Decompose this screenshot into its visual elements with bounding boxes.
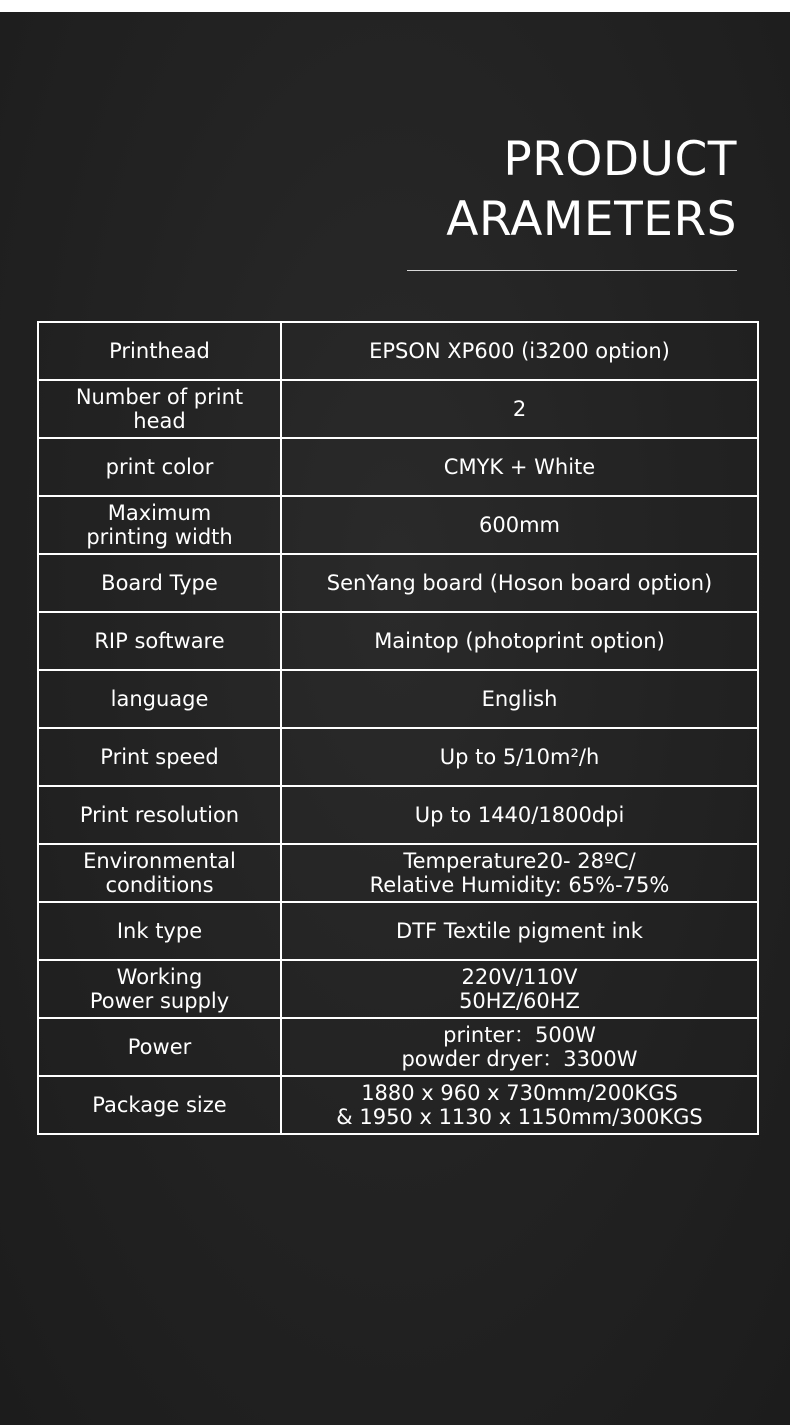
row-value: printer：500W powder dryer：3300W	[281, 1018, 758, 1076]
page-title	[446, 130, 737, 250]
table-row	[38, 1076, 758, 1134]
table-row	[38, 1018, 758, 1076]
table-row	[38, 438, 758, 496]
table-row	[38, 322, 758, 380]
row-label: Board Type	[38, 554, 281, 612]
spec-sheet-panel	[0, 12, 790, 1425]
row-label: Maximum printing width	[38, 496, 281, 554]
row-label: Power	[38, 1018, 281, 1076]
row-label: Environmental conditions	[38, 844, 281, 902]
table-row	[38, 844, 758, 902]
row-label: Number of print head	[38, 380, 281, 438]
row-value: Up to 5/10m²/h	[281, 728, 758, 786]
table-row	[38, 902, 758, 960]
row-value: 600mm	[281, 496, 758, 554]
row-value: Up to 1440/1800dpi	[281, 786, 758, 844]
row-value: 220V/110V 50HZ/60HZ	[281, 960, 758, 1018]
row-value: Maintop (photoprint option)	[281, 612, 758, 670]
table-row	[38, 960, 758, 1018]
page-title-line-1: PRODUCT	[503, 132, 737, 187]
row-label: Print speed	[38, 728, 281, 786]
title-divider	[407, 270, 737, 271]
table-row	[38, 496, 758, 554]
row-label: RIP software	[38, 612, 281, 670]
row-value: 1880 x 960 x 730mm/200KGS & 1950 x 1130 x 1150mm/300KGS	[281, 1076, 758, 1134]
row-value: 2	[281, 380, 758, 438]
spec-table	[37, 321, 759, 1135]
table-row	[38, 612, 758, 670]
table-row	[38, 554, 758, 612]
table-row	[38, 786, 758, 844]
row-label: Package size	[38, 1076, 281, 1134]
row-label: language	[38, 670, 281, 728]
table-row	[38, 380, 758, 438]
row-label: Working Power supply	[38, 960, 281, 1018]
row-value: DTF Textile pigment ink	[281, 902, 758, 960]
row-label: Print resolution	[38, 786, 281, 844]
row-value: EPSON XP600 (i3200 option)	[281, 322, 758, 380]
row-label: Ink type	[38, 902, 281, 960]
row-label: print color	[38, 438, 281, 496]
row-value: SenYang board (Hoson board option)	[281, 554, 758, 612]
page-title-line-2: ARAMETERS	[446, 192, 737, 247]
row-value: Temperature20- 28ºC/ Relative Humidity: 65%-75%	[281, 844, 758, 902]
table-row	[38, 670, 758, 728]
table-row	[38, 728, 758, 786]
row-value: English	[281, 670, 758, 728]
row-value: CMYK + White	[281, 438, 758, 496]
row-label: Printhead	[38, 322, 281, 380]
